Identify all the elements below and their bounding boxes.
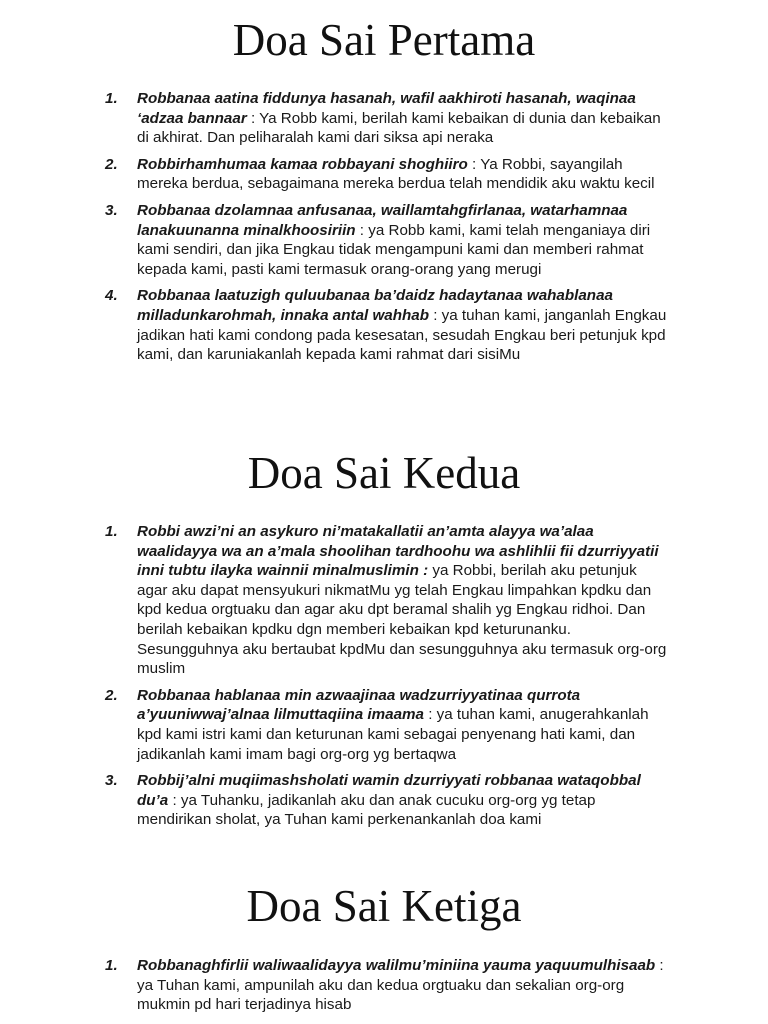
prayer-item xyxy=(105,286,670,364)
prayer-arabic-text: Robbanaa hablanaa min azwaajinaa wadzurriyyatinaa qurrota a’yuuniwwaj’alnaa lilmuttaqiina imaama xyxy=(137,686,581,724)
prayer-number: 1. xyxy=(105,957,118,974)
prayer-item xyxy=(105,522,670,679)
prayer-meaning-text: : ya Tuhan kami, ampunilah aku dan kedua orgtuaku dan sekalian org-org mukmin pd hari terjadinya hisab xyxy=(137,957,664,1014)
prayer-list-kedua xyxy=(105,522,670,837)
prayer-meaning-text: : ya Tuhanku, jadikanlah aku dan anak cucuku org-org yg tetap mendirikan sholat, ya Tuhan kami perkenankanlah doa kami xyxy=(137,791,596,829)
prayer-meaning-text: ya Robbi, berilah aku petunjuk agar aku dapat mensyukuri nikmatMu yg telah Engkau limpahkan kpdku dan kpd kedua orgtuaku dan agar aku dpt beramal shalih yg Engkau ridhoi. Dan berilah kebaikan kpdku dgn memberi kebaikan kpd keturunanku. Sesungguhnya aku bertaubat kpdMu dan sesungguhnya aku termasuk org-org muslim xyxy=(137,562,667,678)
prayer-list-pertama xyxy=(105,89,670,372)
prayer-item xyxy=(105,155,670,194)
prayer-item xyxy=(105,89,670,148)
prayer-number: 2. xyxy=(105,686,118,704)
prayer-arabic-text: Robbi awzi’ni an asykuro ni’matakallatii an’amta alayya wa’alaa waalidayya wa an a’mala shoolihan tardhoohu wa ashlihlii fii dzurriyyatii inni tubtu ilayka wainnii minalmuslimin : xyxy=(137,523,659,580)
prayer-arabic-text: Robbanaghfirlii waliwaalidayya walilmu’miniina yauma yaquumulhisaab xyxy=(137,957,656,974)
prayer-number: 2. xyxy=(105,155,118,173)
prayer-item xyxy=(105,201,670,279)
prayer-arabic-text: Robbanaa laatuzigh quluubanaa ba’daidz hadaytanaa wahablanaa milladunkarohmah, innaka antal wahhab xyxy=(137,287,613,324)
prayer-arabic-text: Robbanaa dzolamnaa anfusanaa, waillamtahgfirlanaa, watarhamnaa lanakuunanna minalkhoosiriin xyxy=(137,201,628,239)
prayer-item xyxy=(105,956,670,1015)
prayer-number: 1. xyxy=(105,523,118,540)
prayer-number: 3. xyxy=(105,772,118,790)
prayer-number: 3. xyxy=(105,201,118,219)
section-title-pertama: Doa Sai Pertama xyxy=(232,15,536,65)
section-title-kedua: Doa Sai Kedua xyxy=(247,448,521,498)
prayer-arabic-text: Robbij’alni muqiimashsholati wamin dzurriyyati robbanaa wataqobbal du’a xyxy=(137,772,641,809)
prayer-number: 1. xyxy=(105,90,118,107)
section-title-ketiga: Doa Sai Ketiga xyxy=(246,881,522,931)
prayer-meaning-text: : ya tuhan kami, anugerahkanlah kpd kami istri kami dan keturunan kami sebagai penyenang hati kami, dan jadikanlah kami imam bagi org-org yg bertaqwa xyxy=(137,706,649,763)
prayer-list-ketiga xyxy=(105,956,670,1022)
prayer-meaning-text: : Ya Robbi, sayangilah mereka berdua, sebagaimana mereka berdua telah mendidik aku waktu kecil xyxy=(137,155,655,193)
prayer-meaning-text: : ya Robb kami, kami telah menganiaya diri kami sendiri, dan jika Engkau tidak mengampuni kami dan memberi rahmat kepada kami, pasti kami termasuk orang-orang yang merugi xyxy=(137,221,651,278)
prayer-arabic-text: Robbirhamhumaa kamaa robbayani shoghiiro xyxy=(137,155,468,173)
prayer-item xyxy=(105,771,670,830)
prayer-arabic-text: Robbanaa aatina fiddunya hasanah, wafil aakhiroti hasanah, waqinaa ‘adzaa bannaar xyxy=(137,90,636,127)
prayer-meaning-text: : Ya Robb kami, berilah kami kebaikan di dunia dan kebaikan di akhirat. Dan peliharalah kami dari siksa api neraka xyxy=(137,109,661,147)
prayer-item xyxy=(105,686,670,764)
prayer-number: 4. xyxy=(105,287,118,305)
prayer-meaning-text: : ya tuhan kami, janganlah Engkau jadikan hati kami condong pada kesesatan, sesudah Engkau beri petunjuk kpd kami, dan karuniakanlah kepada kami rahmat dari sisiMu xyxy=(137,306,667,364)
